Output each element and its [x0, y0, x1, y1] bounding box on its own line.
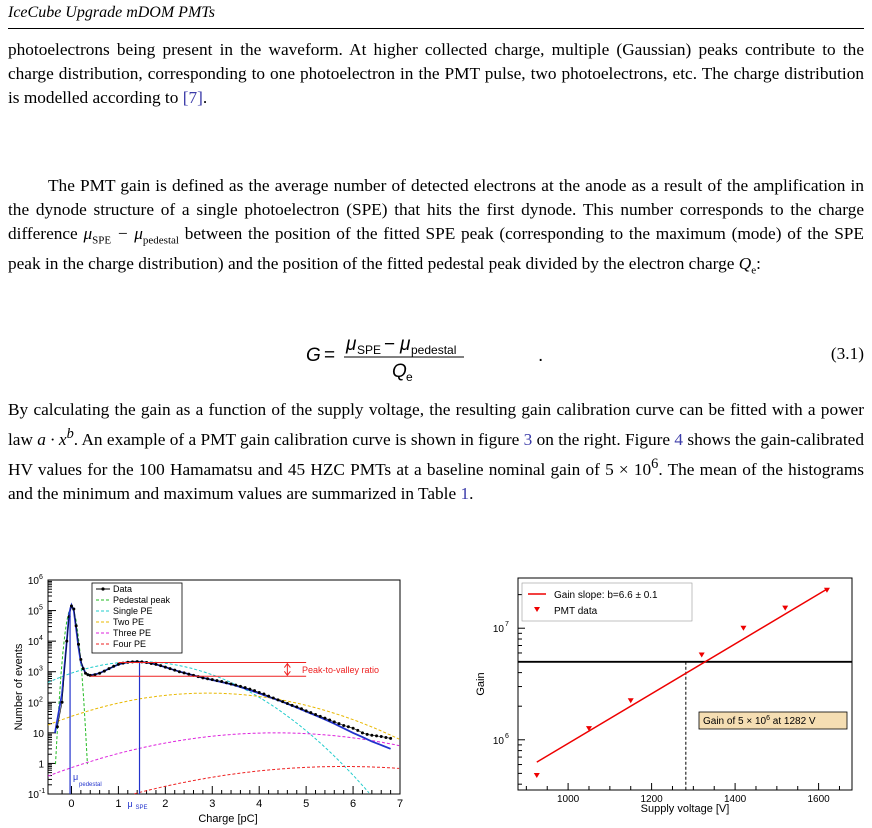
x-tick-label: 2 — [162, 798, 169, 810]
charge-spectrum-chart — [8, 572, 408, 828]
data-point — [314, 713, 317, 716]
svg-text:Q: Q — [392, 361, 407, 382]
data-point — [70, 604, 73, 607]
data-point — [366, 733, 369, 736]
data-point — [253, 689, 256, 692]
x-tick-label: 3 — [209, 798, 216, 810]
gain-annotation-text: Gain of $5 \times 10^6$ at 1282 V — [703, 715, 816, 727]
legend-entry: Data — [113, 584, 133, 594]
y-tick-label: 10 — [27, 576, 39, 587]
data-point — [187, 673, 190, 676]
y-tick-label: 10 — [492, 624, 504, 636]
data-point — [77, 643, 80, 646]
x-tick-label: 1600 — [807, 794, 830, 805]
electron-charge-symbol: $Q_e$ — [738, 254, 757, 277]
data-point — [244, 686, 247, 689]
data-point — [380, 735, 383, 738]
gain-equation-formula — [288, 328, 808, 384]
x-tick-label: 0 — [68, 798, 75, 810]
data-point — [206, 677, 209, 680]
para1-line1: photoelectrons being present in the waveform. At higher collected charge, multiple (Gaussian) — [8, 40, 692, 59]
data-point — [211, 678, 214, 681]
data-point — [356, 729, 359, 732]
data-point — [220, 680, 223, 683]
data-point — [164, 666, 167, 669]
data-point — [291, 704, 294, 707]
svg-text:μ: μ — [400, 334, 411, 355]
running-header — [8, 4, 864, 29]
data-point — [375, 734, 378, 737]
y-tick-label: 10 — [27, 790, 39, 801]
y-tick-exponent: 6 — [505, 732, 509, 740]
x-tick-label: 7 — [396, 798, 404, 810]
data-point — [319, 715, 322, 718]
data-point — [79, 658, 82, 661]
data-point — [75, 624, 78, 627]
legend-marker — [101, 587, 104, 590]
gain-calibration-chart — [470, 572, 864, 828]
data-point — [178, 670, 181, 673]
data-point — [225, 681, 228, 684]
data-point — [169, 667, 172, 670]
y-tick-label: 10 — [27, 637, 39, 649]
data-point — [342, 724, 345, 727]
paragraph-calibration: By calculating the gain as a function of the supply voltage, the resulting gain calibration curve can be fitted with a power law $a \cdot x^b$. An example of a PMT gain calibration curve is shown in figure 3 on the right. Figure 4 shows the gain-calibrated HV values for the 100 Hamamatsu and 45 HZC PMTs at a baseline nominal gain of $5 \times 10^6$. The mean of the histograms and the minimum and maximum values are summarized in Table 1. — [8, 400, 864, 503]
x-tick-label: 4 — [256, 798, 263, 810]
data-point — [108, 667, 111, 670]
y-tick-label: 10 — [492, 735, 504, 747]
svg-text:SPE: SPE — [357, 343, 382, 357]
data-point — [305, 709, 308, 712]
y-tick-exponent: 3 — [39, 665, 43, 673]
data-point — [262, 693, 265, 696]
data-point — [248, 688, 251, 691]
data-point — [295, 705, 298, 708]
svg-text:−: − — [384, 334, 396, 355]
legend-entry: Four PE — [113, 639, 147, 649]
paragraph-gain-definition: The PMT gain is defined as the average number of detected electrons at the anode as a result of the amplification in the dynode structure of a single photoelectron (SPE) that hits the first dynode. This number corresponds to the charge difference $\mu_{SPE} - \mu_{pedestal}$ between the position of the fitted SPE peak (corresponding to the maximum (mode) of the SPE peak in the charge distribution) and the position of the fitted pedestal peak divided by the electron charge $Q_e$: — [8, 176, 865, 277]
legend — [522, 583, 692, 621]
y-tick-label: 10 — [32, 728, 44, 740]
data-point — [103, 670, 106, 673]
data-point — [389, 737, 392, 740]
data-point — [215, 679, 218, 682]
data-point — [286, 702, 289, 705]
y-tick-exponent: 4 — [39, 635, 43, 643]
data-point — [72, 608, 75, 611]
legend-entry: Three PE — [113, 628, 152, 638]
legend — [92, 583, 182, 653]
x-tick-label: 6 — [350, 798, 357, 810]
data-point — [333, 720, 336, 723]
data-point — [112, 665, 115, 668]
data-point — [117, 663, 120, 666]
data-point — [347, 725, 350, 728]
power-law-formula: $a \cdot x^b$ — [37, 426, 74, 449]
data-point — [361, 731, 364, 734]
data-point — [352, 727, 355, 730]
y-tick-label: 10 — [27, 698, 39, 710]
svg-text:e: e — [406, 370, 413, 384]
data-point — [159, 664, 162, 667]
data-point — [173, 669, 176, 672]
data-point — [281, 700, 284, 703]
data-point — [234, 684, 237, 687]
citation-link-7[interactable]: [7] — [182, 88, 203, 107]
data-point — [328, 719, 331, 722]
y-axis-label: Gain — [475, 672, 487, 696]
y-tick-exponent: 2 — [39, 696, 43, 704]
para1-line2: peaks contribute to the charge distribution, corresponding to one photoelectron in the PMT pulse, — [8, 40, 864, 83]
data-point — [239, 685, 242, 688]
figure-link-4[interactable]: 4 — [674, 429, 684, 449]
legend-entry: PMT data — [554, 606, 598, 617]
y-tick-exponent: 6 — [39, 574, 43, 581]
svg-text:G: G — [306, 345, 321, 366]
y-tick-label: 1 — [38, 759, 44, 771]
svg-text:=: = — [324, 345, 336, 366]
legend-box — [522, 583, 692, 621]
y-tick-exponent: -1 — [39, 788, 46, 795]
legend-entry: Single PE — [113, 606, 153, 616]
data-point — [258, 691, 261, 694]
data-point — [300, 707, 303, 710]
x-tick-label: 1400 — [723, 794, 747, 805]
data-point — [56, 725, 59, 728]
data-point — [183, 671, 186, 674]
data-point — [337, 722, 340, 725]
mu-spe-label: μ — [127, 799, 133, 809]
x-tick-label: 1000 — [556, 794, 580, 805]
y-tick-label: 10 — [27, 606, 39, 618]
data-point — [267, 695, 270, 698]
mu-difference-symbol: $\mu_{SPE} - \mu_{pedestal}$ — [83, 224, 179, 247]
svg-text:.: . — [538, 345, 544, 366]
peak-to-valley-annotation: Peak-to-valley ratio — [302, 665, 380, 675]
svg-text:μ: μ — [346, 334, 357, 355]
running-title: IceCube Upgrade mDOM PMTs — [8, 4, 215, 21]
mu-spe-sub: SPE — [135, 805, 148, 811]
gain-equation — [8, 328, 864, 384]
mu-pedestal-label: μ — [73, 772, 79, 782]
figure-link-3[interactable]: 3 — [523, 429, 533, 449]
paragraph-charge-distribution: photoelectrons being present in the waveform. At higher collected charge, multiple (Gaussian) peaks contribute to the charge distribution, corresponding to one photoelectron in the PMT pulse, two photoelectrons, etc. The charge distribution is modelled according to [7]. — [8, 40, 864, 107]
data-point — [309, 711, 312, 714]
legend-entry: Pedestal peak — [113, 595, 171, 605]
x-axis-label: Supply voltage [V] — [640, 803, 730, 815]
data-point — [370, 734, 373, 737]
legend-entry: Two PE — [113, 617, 145, 627]
data-point — [82, 667, 85, 670]
svg-text:pedestal: pedestal — [411, 343, 457, 357]
data-point — [154, 663, 157, 666]
data-point — [384, 736, 387, 739]
mu-pedestal-sub: pedestal — [79, 782, 102, 788]
equation-number: (3.1) — [830, 344, 864, 363]
y-axis-label: Number of events — [13, 643, 25, 731]
para1-line3: two photoelectrons, etc. The charge distribution is modelled according to — [8, 64, 864, 107]
table-link-1[interactable]: 1 — [460, 483, 470, 503]
legend-entry: Gain slope: b=6.6 ± 0.1 — [554, 590, 658, 601]
x-tick-label: 1 — [115, 798, 122, 810]
data-point — [61, 701, 64, 704]
data-point — [272, 697, 275, 700]
data-point — [98, 672, 101, 675]
x-axis-label: Charge [pC] — [198, 813, 258, 825]
x-tick-label: 5 — [303, 798, 310, 810]
y-tick-exponent: 7 — [505, 621, 509, 629]
y-tick-label: 10 — [27, 667, 39, 679]
data-point — [323, 717, 326, 720]
data-point — [65, 640, 68, 643]
x-tick-label: 1200 — [640, 794, 663, 805]
y-tick-exponent: 5 — [39, 604, 43, 612]
data-point — [276, 698, 279, 701]
data-point — [230, 682, 233, 685]
